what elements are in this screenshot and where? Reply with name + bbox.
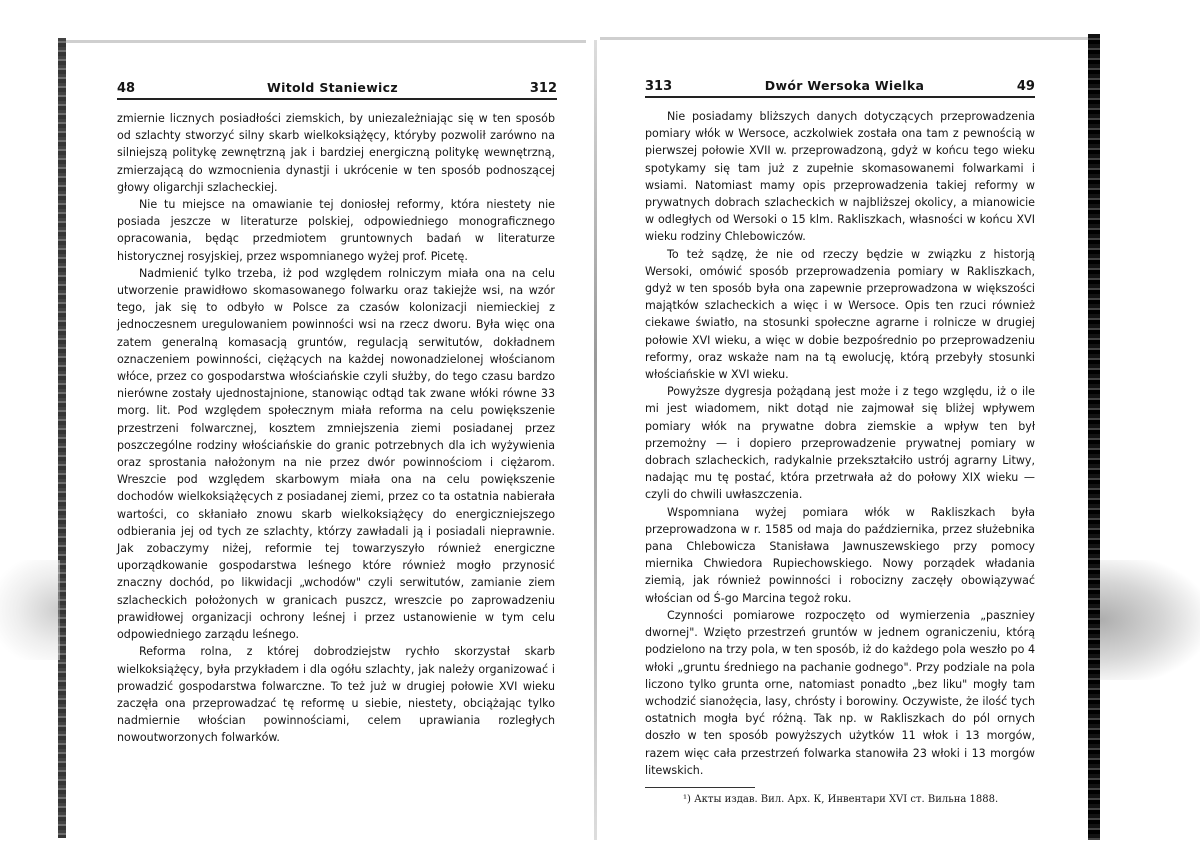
scan-top-edge-left [66, 40, 586, 43]
right-body-text [645, 108, 1035, 779]
right-paragraph-4: Wspomniana wyżej pomiara włók w Rakliszkach była przeprowadzona w r. 1585 od maja do października, przez służebnika pana Chlebowicza Stanisława Jawnuszewskiego przy pomocy miernika Chwiedora Rupiechowskiego. Nowy porządek władania ziemią, jak również powinności i robocizny zaczęły obowiązywać włościan od Ś-go Marcina tegoż roku. [645, 505, 1035, 605]
right-page [645, 78, 1035, 805]
right-page-number: 49 [1016, 79, 1035, 94]
left-page [117, 80, 555, 747]
right-header-title: Dwór Wersoka Wielka [764, 78, 925, 93]
right-paragraph-3: Powyższe dygresja pożądaną jest może i z tego względu, iż o ile mi jest wiadomem, nikt dotąd nie zajmował się bliżej wpływem pomiary włók na prywatne dobra ziemskie a wpływ ten był przemożny — i dopiero przeprowadzenie prywatnej pomiary w dobrach szlacheckich, radykalnie przekształciło ustrój agrarny Litwy, nadając mu tę postać, która przetrwała aż do połowy XIX wieku — czyli do chwili uwłaszczenia. [645, 385, 1035, 502]
right-paragraph-5: Czynności pomiarowe rozpoczęto od wymierzenia „paszniey dwornej". Wzięto przestrzeń gruntów w jednem ograniczeniu, którą podzielono na trzy pola, w ten sposób, iż do każdego pola weszło po 4 włoki „gruntu średniego na pachanie godnego". Przy podziale na pola liczono tylko grunta orne, natomiast ponadto „bez liku" mogły tam wchodzić sianożęcia, lasy, chrósty i borowiny. Oczywiste, że ilość tych ostatnich mogła być różną. Tak np. w Rakliszkach do pól ornych doszło w ten sposób powyższych użytków 11 włok i 13 morgów, razem więc cała przestrzeń folwarka stanowiła 23 włoki i 13 morgów litewskich. [645, 608, 1035, 777]
left-paragraph-1: zmiernie licznych posiadłości ziemskich, by uniezależniając się w ten sposób od szlachty stworzyć silny skarb wielkoksiążęcy, któryby pozwolił zarówno na silniejszą politykę zewnętrzną jak i bardziej energiczną politykę wewnętrzną, zmierzającą do wzmocnienia dynastji i ukrócenie w ten sposób podnoszącej głowy oligarchji szlacheckiej. [117, 112, 555, 194]
scan-binding-edge-left [58, 38, 66, 838]
left-paragraph-3: Nadmienić tylko trzeba, iż pod względem rolniczym miała ona na celu utworzenie prawidłowo skomasowanego folwarku oraz takiejże wsi, na wzór tego, jak się to odbyło w Polsce za czasów kolonizacji niemieckiej z jednoczesnem uregulowaniem powinności wsi na rzecz dworu. Była więc ona zatem generalną komasacją gruntów, regulacją serwitutów, dokładnem oznaczeniem powinności, ciężących na każdej nowonadzielonej włościanom włóce, przez co gospodarstwa włościańskie czyli służby, do tego czasu bardzo nierówne zostały ujednostajnione, stanowiąc odtąd tak zwane włóki równe 33 morg. lit. Pod względem społecznym miała reforma na celu powiększenie przestrzeni folwarcznej, kosztem zmniejszenia ziemi posiadanej przez poszczególne rodziny włościańskie do granic potrzebnych dla ich wyżywienia oraz sprostania nałożonym na nie przez dwór powinnościom i ciężarom. Wreszcie pod względem skarbowym miała ona na celu powiększenie dochodów wielkoksiążęcych z posiadanej ziemi, przez co ta ostatnia nabierała wartości, co skłaniało znowu skarb wielkoksiążęcy do energiczniejszego odbierania jej od tych ze szlachty, którzy zawładali ją i posiadali nieprawnie. Jak zobaczymy niżej, reformie tej towarzyszyło również energiczne uporządkowanie gospodarstwa leśnego które również mogło przynosić znaczny dochód, po likwidacji „wchodów" czyli serwitutów, zamianie ziem szlacheckich położonych w granicach puszcz, wreszcie po zaprowadzeniu prawidłowej organizacji ochrony leśnej i przez ustanowienie w tym celu odpowiedniego zarządu leśnego. [117, 266, 555, 642]
left-page-number: 48 [117, 81, 136, 96]
right-volume-page: 313 [645, 79, 673, 94]
scan-shadow-left [0, 560, 60, 660]
scan-top-edge-right [600, 37, 1090, 40]
scan-binding-edge-right [1088, 34, 1100, 840]
left-volume-page: 312 [529, 81, 557, 96]
right-paragraph-2: To też sądzę, że nie od rzeczy będzie w związku z historją Wersoki, omówić sposób przeprowadzenia pomiary w Rakliszkach, gdyż w ten sposób była ona zapewnie przeprowadzona w większości majątków szlacheckich a więc i w Wersoce. Opis ten rzuci również ciekawe światło, na stosunki społeczne agrarne i rolnicze w drugiej połowie XVI wieku, a więc w dobie bezpośrednio po przeprowadzeniu reformy, oraz wskaże nam na tą ewolucję, którą przebyły stosunki włościańskie w XVI wieku. [645, 247, 1035, 382]
left-header-title: Witold Staniewicz [267, 80, 398, 95]
right-running-head [645, 78, 1035, 98]
footnote-rule [645, 787, 755, 788]
right-paragraph-1: Nie posiadamy bliższych danych dotyczących przeprowadzenia pomiary włók w Wersoce, aczkolwiek została ona tam z pewnością w pierwszej połowie XVII w. przeprowadzoną, gdyż w końcu tego wieku spotykamy się tam już z zupełnie skomasowanemi folwarkami i wsiami. Natomiast mamy opis przeprowadzenia takiej reformy w prywatnych dobrach szlacheckich w najbliższej okolicy, a mianowicie w odległych od Wersoki o 15 klm. Rakliszkach, własności w końcu XVI wieku rodziny Chlebowiczów. [645, 110, 1035, 244]
left-body-text [117, 110, 555, 747]
left-paragraph-4: Reforma rolna, z której dobrodziejstw rychło skorzystał skarb wielkoksiążęcy, była przykładem i dla ogółu szlachty, jak należy organizować i prowadzić gospodarstwa folwarczne. To też już w drugiej połowie XVI wieku zaczęła ona przeprowadzać tę reformę u siebie, niestety, obciążając tylko nadmiernie włościan powinnościami, celem uprawiania rozległych nowoutworzonych folwarków. [117, 645, 555, 745]
scan-shadow-right [1100, 560, 1200, 680]
footnote: ¹) Акты издав. Вил. Арх. К, Инвентари XVI ст. Вильна 1888. [683, 793, 999, 805]
book-gutter [594, 40, 597, 840]
left-running-head [117, 80, 557, 100]
left-paragraph-2: Nie tu miejsce na omawianie tej doniosłej reformy, która niestety nie posiada jeszcze w literaturze polskiej, odpowiedniego monograficznego opracowania, będąc przedmiotem gruntownych badań w literaturze historycznej rosyjskiej, przez wspomnianego wyżej prof. Picetę. [117, 198, 555, 263]
